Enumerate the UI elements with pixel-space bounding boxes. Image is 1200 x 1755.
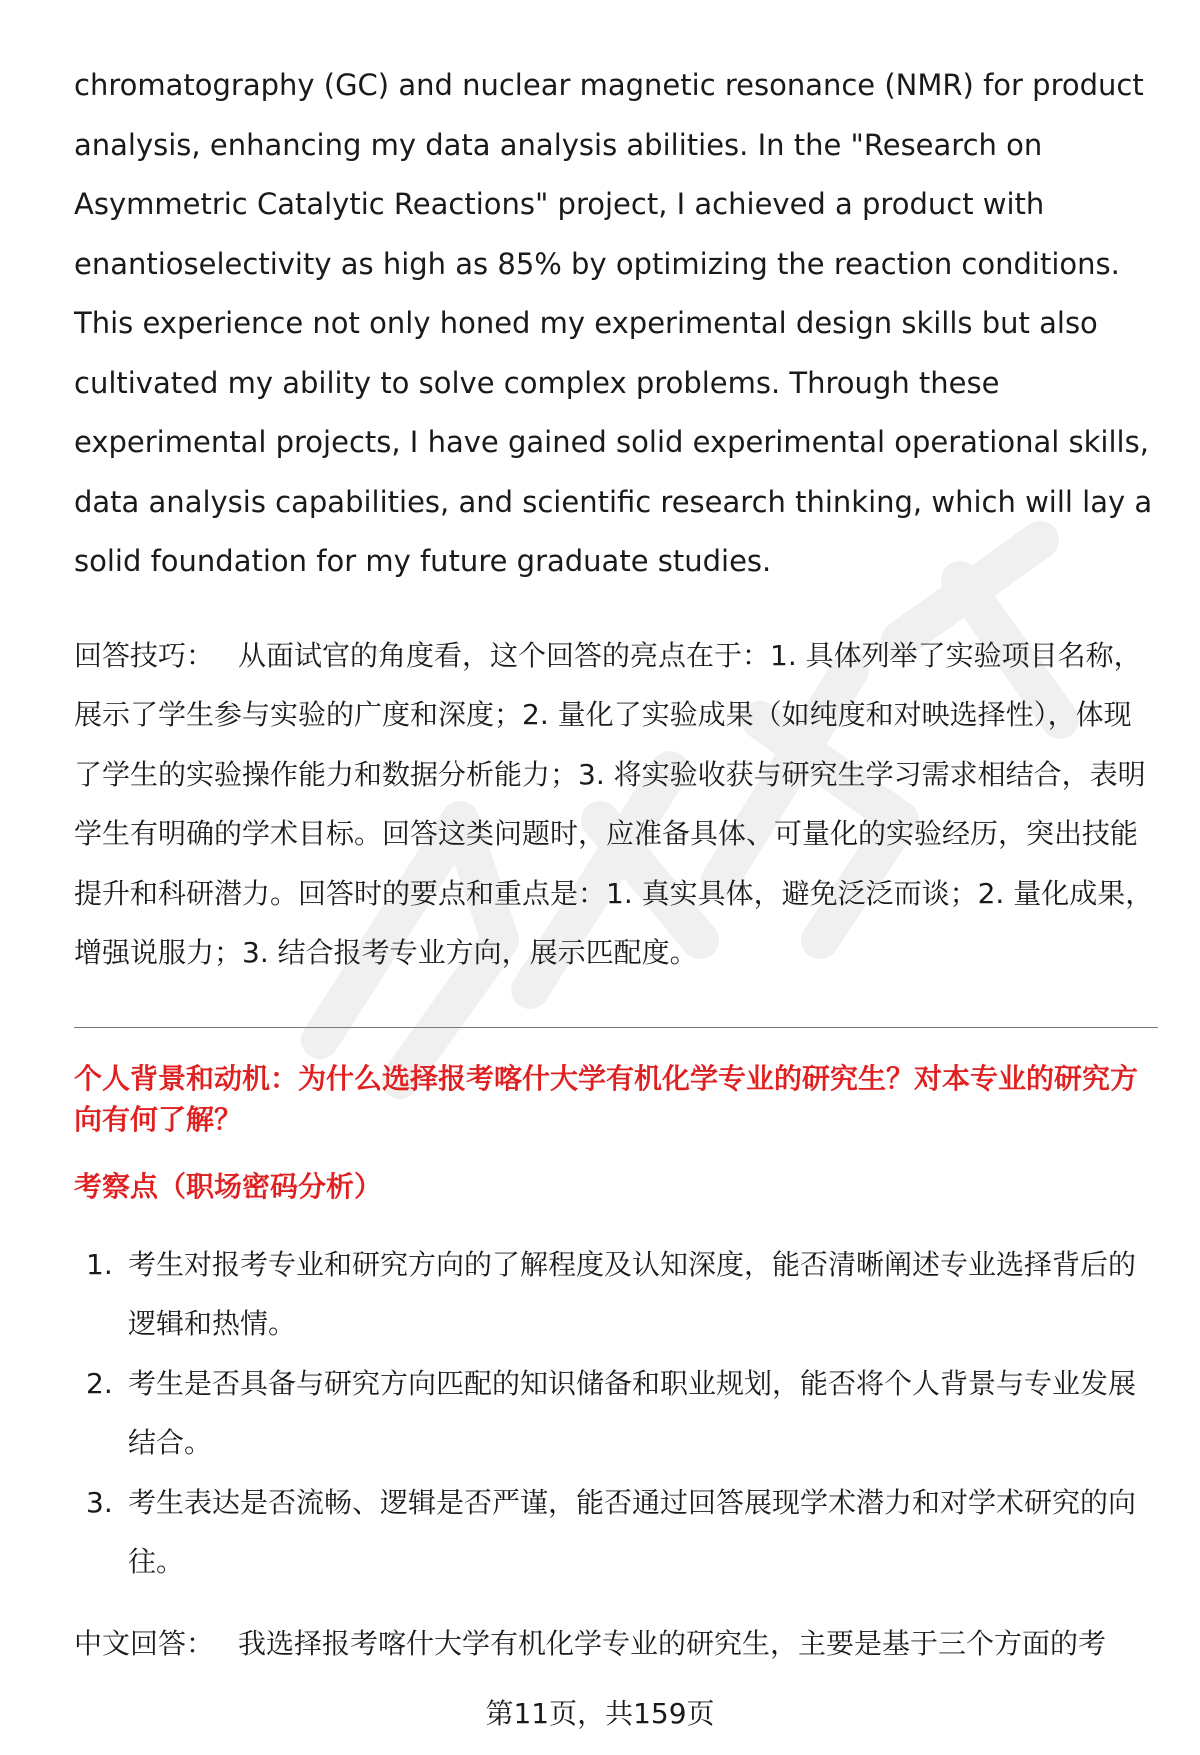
- question-heading: 个人背景和动机：为什么选择报考喀什大学有机化学专业的研究生？对本专业的研究方向有何了解？: [74, 1061, 1139, 1136]
- tips-label: 回答技巧：: [74, 638, 215, 672]
- list-item: [74, 1354, 1158, 1473]
- list-item-text: 考生是否具备与研究方向匹配的知识储备和职业规划，能否将个人背景与专业发展结合。: [128, 1366, 1137, 1459]
- analysis-points-list: [74, 1235, 1158, 1592]
- list-item-text: 考生对报考专业和研究方向的了解程度及认知深度，能否清晰阐述专业选择背后的逻辑和热情。: [128, 1247, 1137, 1340]
- section-divider: [74, 1027, 1158, 1028]
- list-item-text: 考生表达是否流畅、逻辑是否严谨，能否通过回答展现学术潜力和对学术研究的向往。: [128, 1485, 1137, 1578]
- list-item-number: 3.: [86, 1485, 113, 1519]
- list-item-number: 2.: [86, 1366, 113, 1400]
- document-page: [74, 56, 1158, 1673]
- tips-text: 从面试官的角度看，这个回答的亮点在于：1. 具体列举了实验项目名称，展示了学生参与实验的广度和深度；2. 量化了实验成果（如纯度和对映选择性），体现了学生的实验操作能力和数据分析能力；3. 将实验收获与研究生学习需求相结合，表明学生有明确的学术目标。回答这类问题时，应准备具体、可量化的实验经历，突出技能提升和科研潜力。回答时的要点和重点是：1. 真实具体，避免泛泛而谈；2. 量化成果，增强说服力；3. 结合报考专业方向，展示匹配度。: [74, 638, 1154, 969]
- list-item: [74, 1473, 1158, 1592]
- answer-label: 中文回答：: [74, 1626, 215, 1660]
- analysis-heading: 考察点（职场密码分析）: [74, 1169, 383, 1203]
- page-footer: 第11页，共159页: [485, 1697, 715, 1730]
- list-item: [74, 1235, 1158, 1354]
- chinese-answer: [74, 1614, 1158, 1674]
- list-item-number: 1.: [86, 1247, 113, 1281]
- intro-paragraph: chromatography (GC) and nuclear magnetic resonance (NMR) for product analysis, enhancing my data analysis abilities. In the "Research on Asymmetric Catalytic Reactions" project, I achieved a product with enantioselectivity as high as 85% by optimizing the reaction conditions. This experience not only honed my experimental design skills but also cultivated my ability to solve complex problems. Through these experimental projects, I have gained solid experimental operational skills, data analysis capabilities, and scientific research thinking, which will lay a solid foundation for my future graduate studies.: [74, 68, 1153, 578]
- answer-text: 我选择报考喀什大学有机化学专业的研究生，主要是基于三个方面的考: [238, 1626, 1107, 1660]
- answer-tips: [74, 626, 1158, 983]
